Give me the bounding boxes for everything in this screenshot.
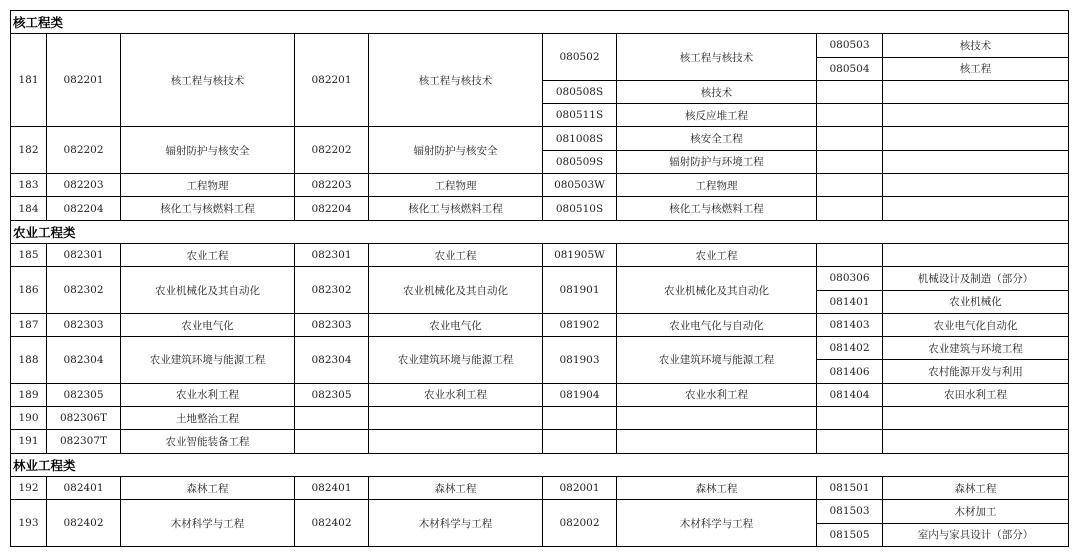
earliest-major-code [817, 174, 883, 197]
row-number: 190 [11, 407, 47, 430]
old-major-code: 082301 [295, 243, 369, 266]
prior-major-name: 森林工程 [617, 476, 817, 499]
old-major-name: 核工程与核技术 [369, 34, 543, 127]
major-code: 082203 [47, 174, 121, 197]
prior-major-name: 核技术 [617, 80, 817, 103]
major-name: 木材科学与工程 [121, 500, 295, 547]
table-body [11, 11, 1069, 547]
table-row [11, 500, 1069, 523]
prior-major-name: 木材科学与工程 [617, 500, 817, 547]
prior-major-code: 081904 [543, 383, 617, 406]
section-title: 核工程类 [11, 11, 1069, 34]
major-code: 082305 [47, 383, 121, 406]
prior-major-name: 工程物理 [617, 174, 817, 197]
prior-major-code [543, 407, 617, 430]
major-code: 082302 [47, 267, 121, 314]
earliest-major-code: 081402 [817, 337, 883, 360]
earliest-major-name: 机械设计及制造（部分） [883, 267, 1069, 290]
major-code: 082304 [47, 337, 121, 384]
old-major-name: 工程物理 [369, 174, 543, 197]
earliest-major-name [883, 150, 1069, 173]
earliest-major-name: 农业建筑与环境工程 [883, 337, 1069, 360]
old-major-name: 农业建筑环境与能源工程 [369, 337, 543, 384]
earliest-major-code: 081404 [817, 383, 883, 406]
earliest-major-name [883, 174, 1069, 197]
earliest-major-name: 核工程 [883, 57, 1069, 80]
earliest-major-code: 081403 [817, 313, 883, 336]
earliest-major-name [883, 430, 1069, 453]
earliest-major-code: 081501 [817, 476, 883, 499]
table-row [11, 34, 1069, 57]
table-row [11, 243, 1069, 266]
prior-major-name: 核工程与核技术 [617, 34, 817, 81]
earliest-major-name: 室内与家具设计（部分） [883, 523, 1069, 546]
old-major-code: 082303 [295, 313, 369, 336]
prior-major-name [617, 407, 817, 430]
row-number: 182 [11, 127, 47, 174]
old-major-name: 农业机械化及其自动化 [369, 267, 543, 314]
old-major-name [369, 430, 543, 453]
major-code: 082307T [47, 430, 121, 453]
earliest-major-code: 081503 [817, 500, 883, 523]
table-row [11, 197, 1069, 220]
major-name: 农业水利工程 [121, 383, 295, 406]
earliest-major-code: 080306 [817, 267, 883, 290]
major-name: 核化工与核燃料工程 [121, 197, 295, 220]
old-major-name: 木材科学与工程 [369, 500, 543, 547]
earliest-major-code [817, 127, 883, 150]
earliest-major-code: 081406 [817, 360, 883, 383]
major-name: 农业电气化 [121, 313, 295, 336]
earliest-major-name: 核技术 [883, 34, 1069, 57]
old-major-code [295, 430, 369, 453]
table-row [11, 337, 1069, 360]
earliest-major-name [883, 407, 1069, 430]
section-header-row [11, 220, 1069, 243]
old-major-code: 082201 [295, 34, 369, 127]
major-code: 082401 [47, 476, 121, 499]
earliest-major-name: 木材加工 [883, 500, 1069, 523]
earliest-major-code [817, 150, 883, 173]
old-major-code: 082203 [295, 174, 369, 197]
earliest-major-name [883, 127, 1069, 150]
major-name: 农业智能装备工程 [121, 430, 295, 453]
major-name: 土地整治工程 [121, 407, 295, 430]
major-code: 082303 [47, 313, 121, 336]
row-number: 186 [11, 267, 47, 314]
table-row [11, 407, 1069, 430]
earliest-major-name [883, 80, 1069, 103]
earliest-major-code [817, 430, 883, 453]
table-row [11, 127, 1069, 150]
old-major-name: 农业水利工程 [369, 383, 543, 406]
major-name: 工程物理 [121, 174, 295, 197]
section-header-row [11, 453, 1069, 476]
table-row [11, 313, 1069, 336]
major-code: 082402 [47, 500, 121, 547]
earliest-major-name [883, 197, 1069, 220]
major-catalog-table-wrapper [10, 10, 1069, 547]
row-number: 181 [11, 34, 47, 127]
old-major-name: 森林工程 [369, 476, 543, 499]
major-catalog-table [10, 10, 1069, 547]
old-major-code: 082302 [295, 267, 369, 314]
prior-major-code: 081901 [543, 267, 617, 314]
earliest-major-name: 农业电气化自动化 [883, 313, 1069, 336]
earliest-major-name [883, 104, 1069, 127]
prior-major-code: 080510S [543, 197, 617, 220]
prior-major-code: 082001 [543, 476, 617, 499]
old-major-code: 082304 [295, 337, 369, 384]
prior-major-code: 080511S [543, 104, 617, 127]
prior-major-name: 农业机械化及其自动化 [617, 267, 817, 314]
prior-major-code: 081903 [543, 337, 617, 384]
earliest-major-name: 森林工程 [883, 476, 1069, 499]
earliest-major-code [817, 80, 883, 103]
earliest-major-code: 080504 [817, 57, 883, 80]
prior-major-code: 080509S [543, 150, 617, 173]
table-row [11, 267, 1069, 290]
earliest-major-code: 081505 [817, 523, 883, 546]
major-name: 农业机械化及其自动化 [121, 267, 295, 314]
old-major-name: 核化工与核燃料工程 [369, 197, 543, 220]
major-code: 082202 [47, 127, 121, 174]
prior-major-code: 082002 [543, 500, 617, 547]
old-major-name [369, 407, 543, 430]
old-major-name: 农业电气化 [369, 313, 543, 336]
row-number: 187 [11, 313, 47, 336]
table-row [11, 430, 1069, 453]
section-title: 农业工程类 [11, 220, 1069, 243]
old-major-code: 082402 [295, 500, 369, 547]
earliest-major-code: 080503 [817, 34, 883, 57]
table-row [11, 476, 1069, 499]
prior-major-code: 081008S [543, 127, 617, 150]
section-header-row [11, 11, 1069, 34]
row-number: 183 [11, 174, 47, 197]
row-number: 188 [11, 337, 47, 384]
prior-major-name: 核化工与核燃料工程 [617, 197, 817, 220]
row-number: 192 [11, 476, 47, 499]
major-name: 核工程与核技术 [121, 34, 295, 127]
old-major-code: 082305 [295, 383, 369, 406]
major-code: 082201 [47, 34, 121, 127]
prior-major-code: 081905W [543, 243, 617, 266]
earliest-major-name: 农业机械化 [883, 290, 1069, 313]
earliest-major-code [817, 104, 883, 127]
prior-major-name: 农业工程 [617, 243, 817, 266]
prior-major-name: 核安全工程 [617, 127, 817, 150]
prior-major-code [543, 430, 617, 453]
earliest-major-code [817, 243, 883, 266]
earliest-major-name [883, 243, 1069, 266]
row-number: 191 [11, 430, 47, 453]
prior-major-code: 081902 [543, 313, 617, 336]
row-number: 184 [11, 197, 47, 220]
earliest-major-code: 081401 [817, 290, 883, 313]
major-code: 082301 [47, 243, 121, 266]
major-code: 082306T [47, 407, 121, 430]
earliest-major-code [817, 197, 883, 220]
row-number: 185 [11, 243, 47, 266]
major-code: 082204 [47, 197, 121, 220]
prior-major-code: 080502 [543, 34, 617, 81]
section-title: 林业工程类 [11, 453, 1069, 476]
old-major-code: 082401 [295, 476, 369, 499]
major-name: 森林工程 [121, 476, 295, 499]
prior-major-code: 080508S [543, 80, 617, 103]
old-major-code: 082204 [295, 197, 369, 220]
major-name: 辐射防护与核安全 [121, 127, 295, 174]
old-major-name: 农业工程 [369, 243, 543, 266]
earliest-major-name: 农村能源开发与利用 [883, 360, 1069, 383]
earliest-major-name: 农田水利工程 [883, 383, 1069, 406]
row-number: 193 [11, 500, 47, 547]
major-name: 农业工程 [121, 243, 295, 266]
old-major-code [295, 407, 369, 430]
old-major-name: 辐射防护与核安全 [369, 127, 543, 174]
prior-major-name: 农业水利工程 [617, 383, 817, 406]
major-name: 农业建筑环境与能源工程 [121, 337, 295, 384]
table-row [11, 174, 1069, 197]
prior-major-name: 核反应堆工程 [617, 104, 817, 127]
earliest-major-code [817, 407, 883, 430]
table-row [11, 383, 1069, 406]
row-number: 189 [11, 383, 47, 406]
prior-major-name: 农业建筑环境与能源工程 [617, 337, 817, 384]
old-major-code: 082202 [295, 127, 369, 174]
prior-major-name: 辐射防护与环境工程 [617, 150, 817, 173]
prior-major-name: 农业电气化与自动化 [617, 313, 817, 336]
prior-major-name [617, 430, 817, 453]
prior-major-code: 080503W [543, 174, 617, 197]
